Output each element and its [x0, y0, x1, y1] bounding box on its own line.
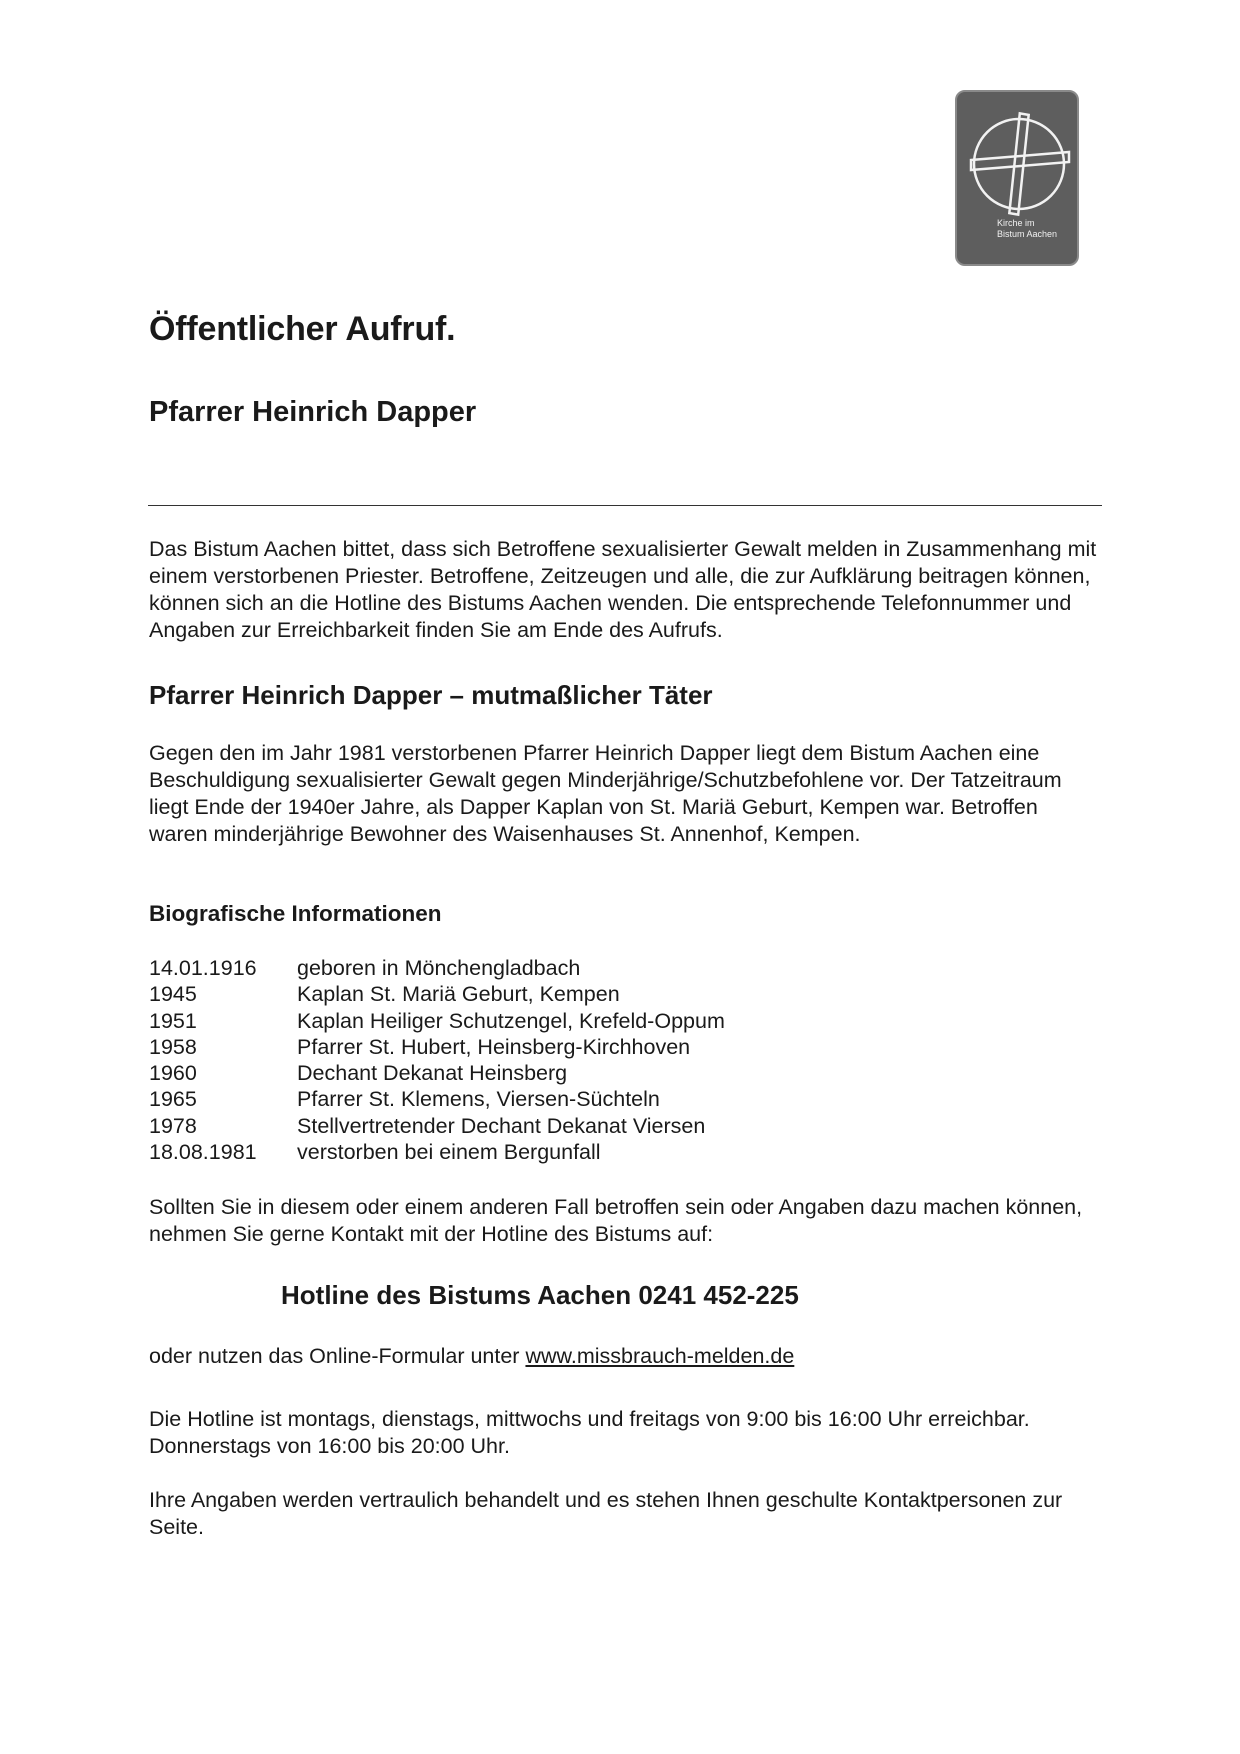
section-paragraph: Gegen den im Jahr 1981 verstorbenen Pfarrer Heinrich Dapper liegt dem Bistum Aachen eine Beschuldigung sexualisierter Gewalt gegen Minderjährige/Schutzbefohlene vor. Der Tatzeitraum liegt Ende der 1940er Jahre, als Dapper Kaplan von St. Mariä Geburt, Kempen war. Betroffen waren minderjährige Bewohner des Waisenhauses St. Annenhof, Kempen. [149, 741, 1062, 846]
bio-text: verstorben bei einem Bergunfall [297, 1140, 601, 1165]
bio-text: Dechant Dekanat Heinsberg [297, 1061, 568, 1086]
bio-text: Pfarrer St. Hubert, Heinsberg-Kirchhoven [297, 1034, 691, 1059]
bio-text: Stellvertretender Dechant Dekanat Viersen [297, 1113, 706, 1138]
bio-item [149, 1034, 1049, 1060]
bio-text: geboren in Mönchengladbach [297, 956, 581, 980]
bio-item [149, 955, 1049, 981]
section-heading: Pfarrer Heinrich Dapper – mutmaßlicher Täter [149, 680, 713, 710]
bio-item [149, 1008, 1049, 1034]
online-form-link[interactable]: www.missbrauch-melden.de [525, 1344, 795, 1368]
bio-item [149, 1086, 1049, 1112]
bio-date: 1978 [149, 1113, 197, 1138]
divider [148, 505, 1102, 506]
hours-line-2: Donnerstags von 16:00 bis 20:00 Uhr. [149, 1434, 510, 1458]
bio-item [149, 1060, 1049, 1086]
bio-date: 18.08.1981 [149, 1140, 257, 1165]
bio-date: 14.01.1916 [149, 956, 257, 980]
bio-date: 1958 [149, 1034, 197, 1059]
page-subtitle: Pfarrer Heinrich Dapper [149, 396, 477, 428]
online-form-paragraph [149, 1343, 1101, 1370]
bio-date: 1960 [149, 1061, 197, 1086]
bio-text: Kaplan St. Mariä Geburt, Kempen [297, 982, 620, 1007]
cross-circle-icon [957, 92, 1081, 268]
bio-item [149, 1113, 1049, 1139]
bio-date: 1945 [149, 982, 197, 1007]
bistum-aachen-logo [955, 90, 1079, 266]
online-form-prefix: oder nutzen das Online-Formular unter [149, 1344, 526, 1368]
bio-text: Pfarrer St. Klemens, Viersen-Süchteln [297, 1087, 660, 1112]
bio-text: Kaplan Heiliger Schutzengel, Krefeld-Oppum [297, 1008, 725, 1033]
hours-line-1: Die Hotline ist montags, dienstags, mittwochs und freitags von 9:00 bis 16:00 Uhr erreichbar. [149, 1407, 1030, 1431]
contact-paragraph: Sollten Sie in diesem oder einem anderen Fall betroffen sein oder Angaben dazu machen können, nehmen Sie gerne Kontakt mit der Hotline des Bistums auf: [149, 1195, 1083, 1246]
bio-item [149, 1139, 1049, 1165]
bio-date: 1965 [149, 1087, 197, 1112]
closing-paragraph: Ihre Angaben werden vertraulich behandelt und es stehen Ihnen geschulte Kontaktpersonen zur Seite. [149, 1488, 1063, 1539]
bio-heading: Biografische Informationen [149, 901, 442, 926]
hours-paragraph [149, 1406, 1101, 1460]
intro-paragraph: Das Bistum Aachen bittet, dass sich Betroffene sexualisierter Gewalt melden in Zusammenhang mit einem verstorbenen Priester. Betroffene, Zeitzeugen und alle, die zur Aufklärung beitragen können, können sich an die Hotline des Bistums Aachen wenden. Die entsprechende Telefonnummer und Angaben zur Erreichbarkeit finden Sie am Ende des Aufrufs. [149, 537, 1097, 642]
bio-item [149, 981, 1049, 1007]
bio-date: 1951 [149, 1008, 197, 1033]
page-title: Öffentlicher Aufruf. [149, 310, 456, 348]
logo-text: Kirche im Bistum Aachen [997, 218, 1058, 239]
bio-list [149, 955, 1049, 1165]
hotline-number: Hotline des Bistums Aachen 0241 452-225 [281, 1280, 799, 1310]
